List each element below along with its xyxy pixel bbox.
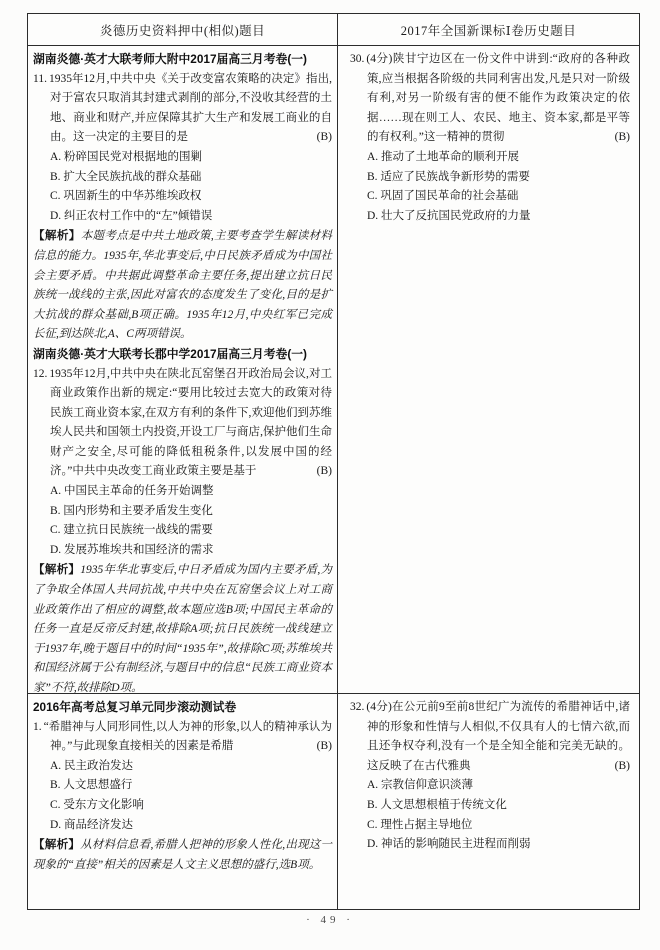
column-header-right-title: 2017年全国新课标Ⅰ卷历史题目 <box>400 23 577 38</box>
question-11-text: 1935年12月,中共中央《关于改变富农策略的决定》指出,对于富农只取消其封建式剥削的部分,不没收其经营的土地、商业和财产,并应保障其扩大生产和发展工商业的自由。这一决定的主要目的是 <box>48 72 332 144</box>
question-30-answer-mark: (B) <box>614 131 630 144</box>
left-column-block-2 <box>28 694 338 909</box>
question-11-option-a: A. 粉碎国民党对根据地的围剿 <box>50 150 203 163</box>
question-1-stem <box>33 718 332 757</box>
question-1-number: 1. <box>33 720 42 733</box>
section-title-changjun: 湖南炎德·英才大联考长郡中学2017届高三月考卷(一) <box>33 346 307 361</box>
question-1-answer-mark: (B) <box>316 740 332 753</box>
right-column-block-1 <box>338 46 639 694</box>
question-30-option-d: D. 壮大了反抗国民党政府的力量 <box>367 209 531 222</box>
question-30-text: (4分)陕甘宁边区在一份文件中讲到:“政府的各种政策,应当根据各阶级的共同利害出发,凡是只对一阶级有利,对另一阶级有害的便不能作为政策决定的依据……现在则工人、农民、地主、资本家,都是平等的有权利。”这一精神的贯彻 <box>366 53 630 144</box>
question-1-option-d: D. 商品经济发达 <box>50 818 134 831</box>
question-32-option-b: B. 人文思想根植于传统文化 <box>367 798 507 811</box>
question-12-option-d: D. 发展苏堆埃共和国经济的需求 <box>50 543 214 556</box>
question-32-option-d: D. 神话的影响随民主进程而削弱 <box>367 838 531 851</box>
section-title-gaokao-zongfuxi: 2016年高考总复习单元同步滚动测试卷 <box>33 700 237 714</box>
question-11-answer-mark: (B) <box>316 131 332 144</box>
question-11-option-c: C. 巩固新生的中华苏维埃政权 <box>50 190 202 203</box>
question-32-stem <box>350 698 630 776</box>
question-32-option-c: C. 理性占据主导地位 <box>367 818 473 831</box>
question-1-option-c: C. 受东方文化影响 <box>50 798 144 811</box>
question-11-stem <box>33 70 332 148</box>
question-11-analysis-text: 本题考点是中共土地政策,主要考查学生解读材料信息的能力。1935年,华北事变后,中日民族矛盾成为中国社会主要矛盾。中共据此调整革命主要任务,提出建立抗日民族统一战线的主张,因此对富农的态度发生了变化,目的是扩大抗战的群众基础,B项正确。1935年12月,中央红军已完成长征,到达陕北,A、C两项错误。 <box>33 230 332 341</box>
question-30-option-a: A. 推动了土地革命的顺利开展 <box>367 150 520 163</box>
question-12-option-c: C. 建立抗日民族统一战线的需要 <box>50 524 213 537</box>
question-12-option-b: B. 国内形势和主要矛盾发生变化 <box>50 504 213 517</box>
question-1-text: “希腊神与人同形同性,以人为神的形象,以人的精神承认为神。”与此现象直接相关的因素是希腊 <box>43 720 332 753</box>
question-30-option-b: B. 适应了民族战争新形势的需要 <box>367 170 530 183</box>
page-number: · 49 · <box>306 914 354 926</box>
question-11-option-d: D. 纠正农村工作中的“左”倾错误 <box>50 209 213 222</box>
analysis-label: 【解析】 <box>33 563 81 577</box>
question-30-option-c: C. 巩固了国民革命的社会基础 <box>367 190 519 203</box>
analysis-label: 【解析】 <box>33 838 81 852</box>
question-12-number: 12. <box>33 367 48 380</box>
question-12-answer-mark: (B) <box>316 465 332 478</box>
question-32-number: 32. <box>350 701 365 713</box>
question-32-option-a: A. 宗教信仰意识淡薄 <box>367 779 474 792</box>
question-12-option-a: A. 中国民主革命的任务开始调整 <box>50 485 214 498</box>
column-header-right <box>338 14 639 46</box>
column-header-left <box>28 14 338 46</box>
question-12-analysis-text: 1935年华北事变后,中日矛盾成为国内主要矛盾,为了争取全体国人共同抗战,中共中央在瓦窑堡会议上对工商业政策作出了相应的调整,故本题应选B项;中国民主革命的任务一直是反帝反封建,故排除A项;抗日民族统一战线建立于1937年,晚于题目中的时间“1935年”,故排除C项;苏维埃共和国经济属于公有制经济,与题目中的信息“民族工商业资本家”不符,故排除D项。 <box>33 564 332 694</box>
question-1-analysis-text: 从材料信息看,希腊人把神的形象人性化,出现这一现象的“直接”相关的因素是人文主义思想的盛行,选B项。 <box>33 839 332 871</box>
left-column-block-1 <box>28 46 338 694</box>
question-12-analysis <box>33 560 332 694</box>
question-12-stem <box>33 365 332 483</box>
question-30-stem <box>350 50 630 148</box>
right-column-block-2 <box>338 694 639 909</box>
question-1-analysis <box>33 835 332 875</box>
question-30-number: 30. <box>350 53 365 65</box>
exam-comparison-table <box>27 13 640 910</box>
question-11-analysis <box>33 226 332 345</box>
question-1-option-b: B. 人文思想盛行 <box>50 779 133 792</box>
question-11-number: 11. <box>33 72 47 85</box>
question-12-text: 1935年12月,中共中央在陕北瓦窑堡召开政治局会议,对工商业政策作出新的规定:“要用比较过去宽大的政策对待民族工商业资本家,在双方有利的条件下,欢迎他们到苏维埃人民共和国领土内投资,开设工厂与商店,保护他们生命财产之安全,尽可能的降低租税条件,以发展中国的经济。”中共中央改变工商业政策主要是基于 <box>49 367 332 478</box>
analysis-label: 【解析】 <box>33 229 81 243</box>
question-1-option-a: A. 民主政治发达 <box>50 759 134 772</box>
question-32-text: (4分)在公元前9至前8世纪广为流传的希腊神话中,诸神的形象和性情与人相似,不仅具有人的七情六欲,而且还争权夺利,没有一个是全知全能和完美无缺的。这反映了在古代雅典 <box>366 701 630 772</box>
question-11-option-b: B. 扩大全民族抗战的群众基础 <box>50 170 202 183</box>
question-32-answer-mark: (B) <box>614 759 630 772</box>
section-title-shida-fuzhong: 湖南炎德·英才大联考师大附中2017届高三月考卷(一) <box>33 52 307 66</box>
column-header-left-title: 炎德历史资料押中(相似)题目 <box>99 23 266 38</box>
